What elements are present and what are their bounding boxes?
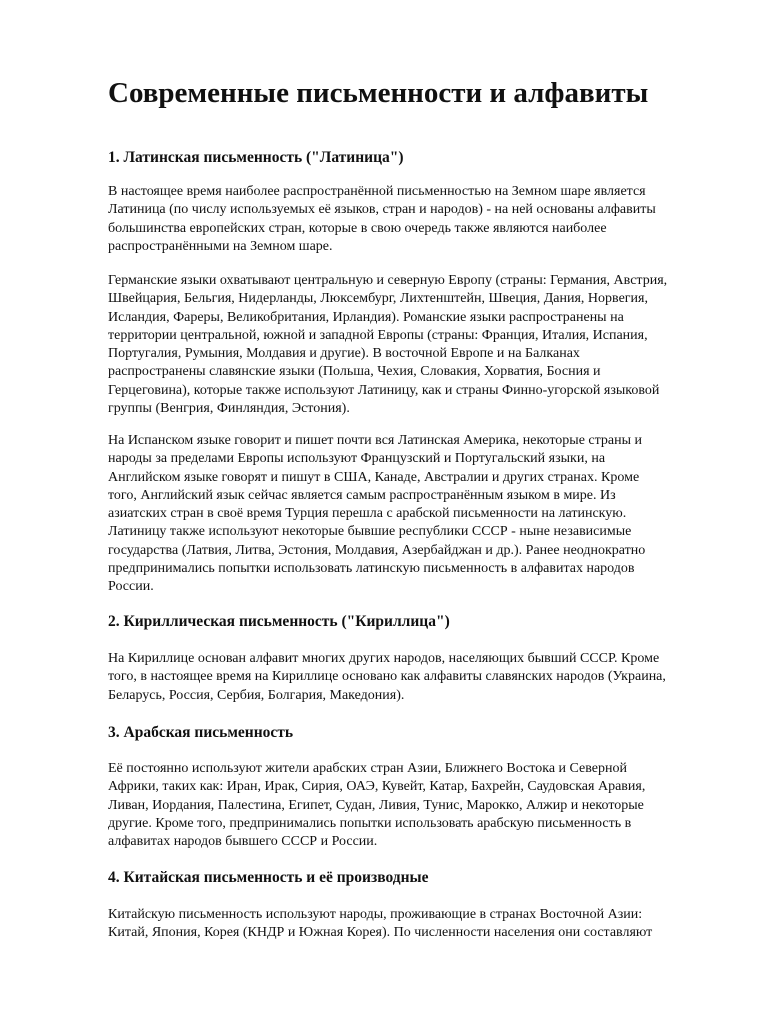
- text-line: Исландия, Фареры, Великобритания, Ирландия). Романские языки распространены на: [108, 309, 624, 325]
- text-line: Португалия, Румыния, Молдавия и другие). В восточной Европе и на Балканах: [108, 346, 580, 362]
- text-line: Африки, таких как: Иран, Ирак, Сирия, ОАЭ, Кувейт, Катар, Бахрейн, Саудовская Аравия,: [108, 779, 646, 795]
- text-line: того, Английский язык сейчас является самым распространённым языком в мире. Из: [108, 487, 616, 503]
- text-line: предпринимались попытки использовать латинскую письменность в алфавитах народов: [108, 561, 635, 577]
- text-line: Германские языки охватывают центральную и северную Европу (страны: Германия, Австрия,: [108, 273, 668, 288]
- text-line: России.: [108, 579, 154, 595]
- text-line: Беларусь, Россия, Сербия, Болгария, Македония).: [108, 687, 405, 703]
- text-line: государства (Латвия, Литва, Эстония, Молдавия, Азербайджан и др.). Ранее неоднократно: [108, 542, 646, 558]
- section-heading-chinese: 4. Китайская письменность и её производные: [108, 869, 429, 886]
- text-line: распространёнными на Земном шаре.: [108, 238, 333, 254]
- paragraph-latin-europe: [108, 272, 708, 418]
- text-line: алфавитах народов бывшего СССР и России.: [108, 834, 378, 850]
- text-line: На Испанском языке говорит и пишет почти вся Латинская Америка, некоторые страны и: [108, 433, 643, 448]
- paragraph-arabic: [108, 760, 708, 851]
- text-line: распространены славянские языки (Польша, Чехия, Словакия, Хорватия, Босния и: [108, 364, 601, 380]
- text-line: Английском языке говорят и пишут в США, Канаде, Австралии и других странах. Кроме: [108, 469, 640, 485]
- paragraph-chinese: [108, 906, 708, 943]
- text-line: азиатских стран в своё время Турция перешла с арабской письменности на латинскую.: [108, 506, 627, 522]
- text-line: территории центральной, южной и западной Европы (страны: Франция, Италия, Испания,: [108, 327, 648, 343]
- text-line: Латиницу также используют некоторые бывшие республики СССР - ныне независимые: [108, 524, 632, 540]
- paragraph-latin-intro: [108, 183, 708, 256]
- text-line: Герцеговина), которые также используют Латиницу, как и страны Финно-угорской языковой: [108, 382, 660, 398]
- text-line: В настоящее время наиболее распространённой письменностью на Земном шаре является: [108, 184, 646, 199]
- text-line: Её постоянно используют жители арабских стран Азии, Ближнего Востока и Северной: [108, 761, 627, 776]
- section-heading-arabic: 3. Арабская письменность: [108, 724, 294, 741]
- text-line: того, в настоящее время на Кириллице основано как алфавиты славянских народов (Украина,: [108, 669, 666, 685]
- section-heading-cyrillic: 2. Кириллическая письменность ("Кириллица"): [108, 613, 450, 630]
- text-line: народы за пределами Европы используют Французский и Португальский языки, на: [108, 451, 606, 467]
- text-line: Китайскую письменность используют народы, проживающие в странах Восточной Азии:: [108, 907, 643, 922]
- section-heading-latin: 1. Латинская письменность ("Латиница"): [108, 149, 404, 166]
- text-line: Ливан, Иордания, Палестина, Египет, Судан, Ливия, Тунис, Марокко, Алжир и некоторые: [108, 797, 644, 813]
- text-line: другие. Кроме того, предпринимались попытки использовать арабскую письменность в: [108, 815, 632, 831]
- paragraph-latin-world: [108, 432, 708, 597]
- paragraph-cyrillic: [108, 650, 708, 705]
- text-line: Китай, Япония, Корея (КНДР и Южная Корея). По численности населения они составляют: [108, 925, 653, 941]
- text-line: Швейцария, Бельгия, Нидерланды, Люксембург, Лихтенштейн, Швеция, Дания, Норвегия,: [108, 291, 648, 307]
- text-line: большинства европейских стран, которые в свою очередь также являются наиболее: [108, 220, 607, 236]
- document-title: Современные письменности и алфавиты: [108, 77, 649, 109]
- text-line: Латиница (по числу используемых её языков, стран и народов) - на ней основаны алфавиты: [108, 202, 656, 218]
- text-line: На Кириллице основан алфавит многих других народов, населяющих бывший СССР. Кроме: [108, 651, 660, 666]
- text-line: группы (Венгрия, Финляндия, Эстония).: [108, 401, 350, 417]
